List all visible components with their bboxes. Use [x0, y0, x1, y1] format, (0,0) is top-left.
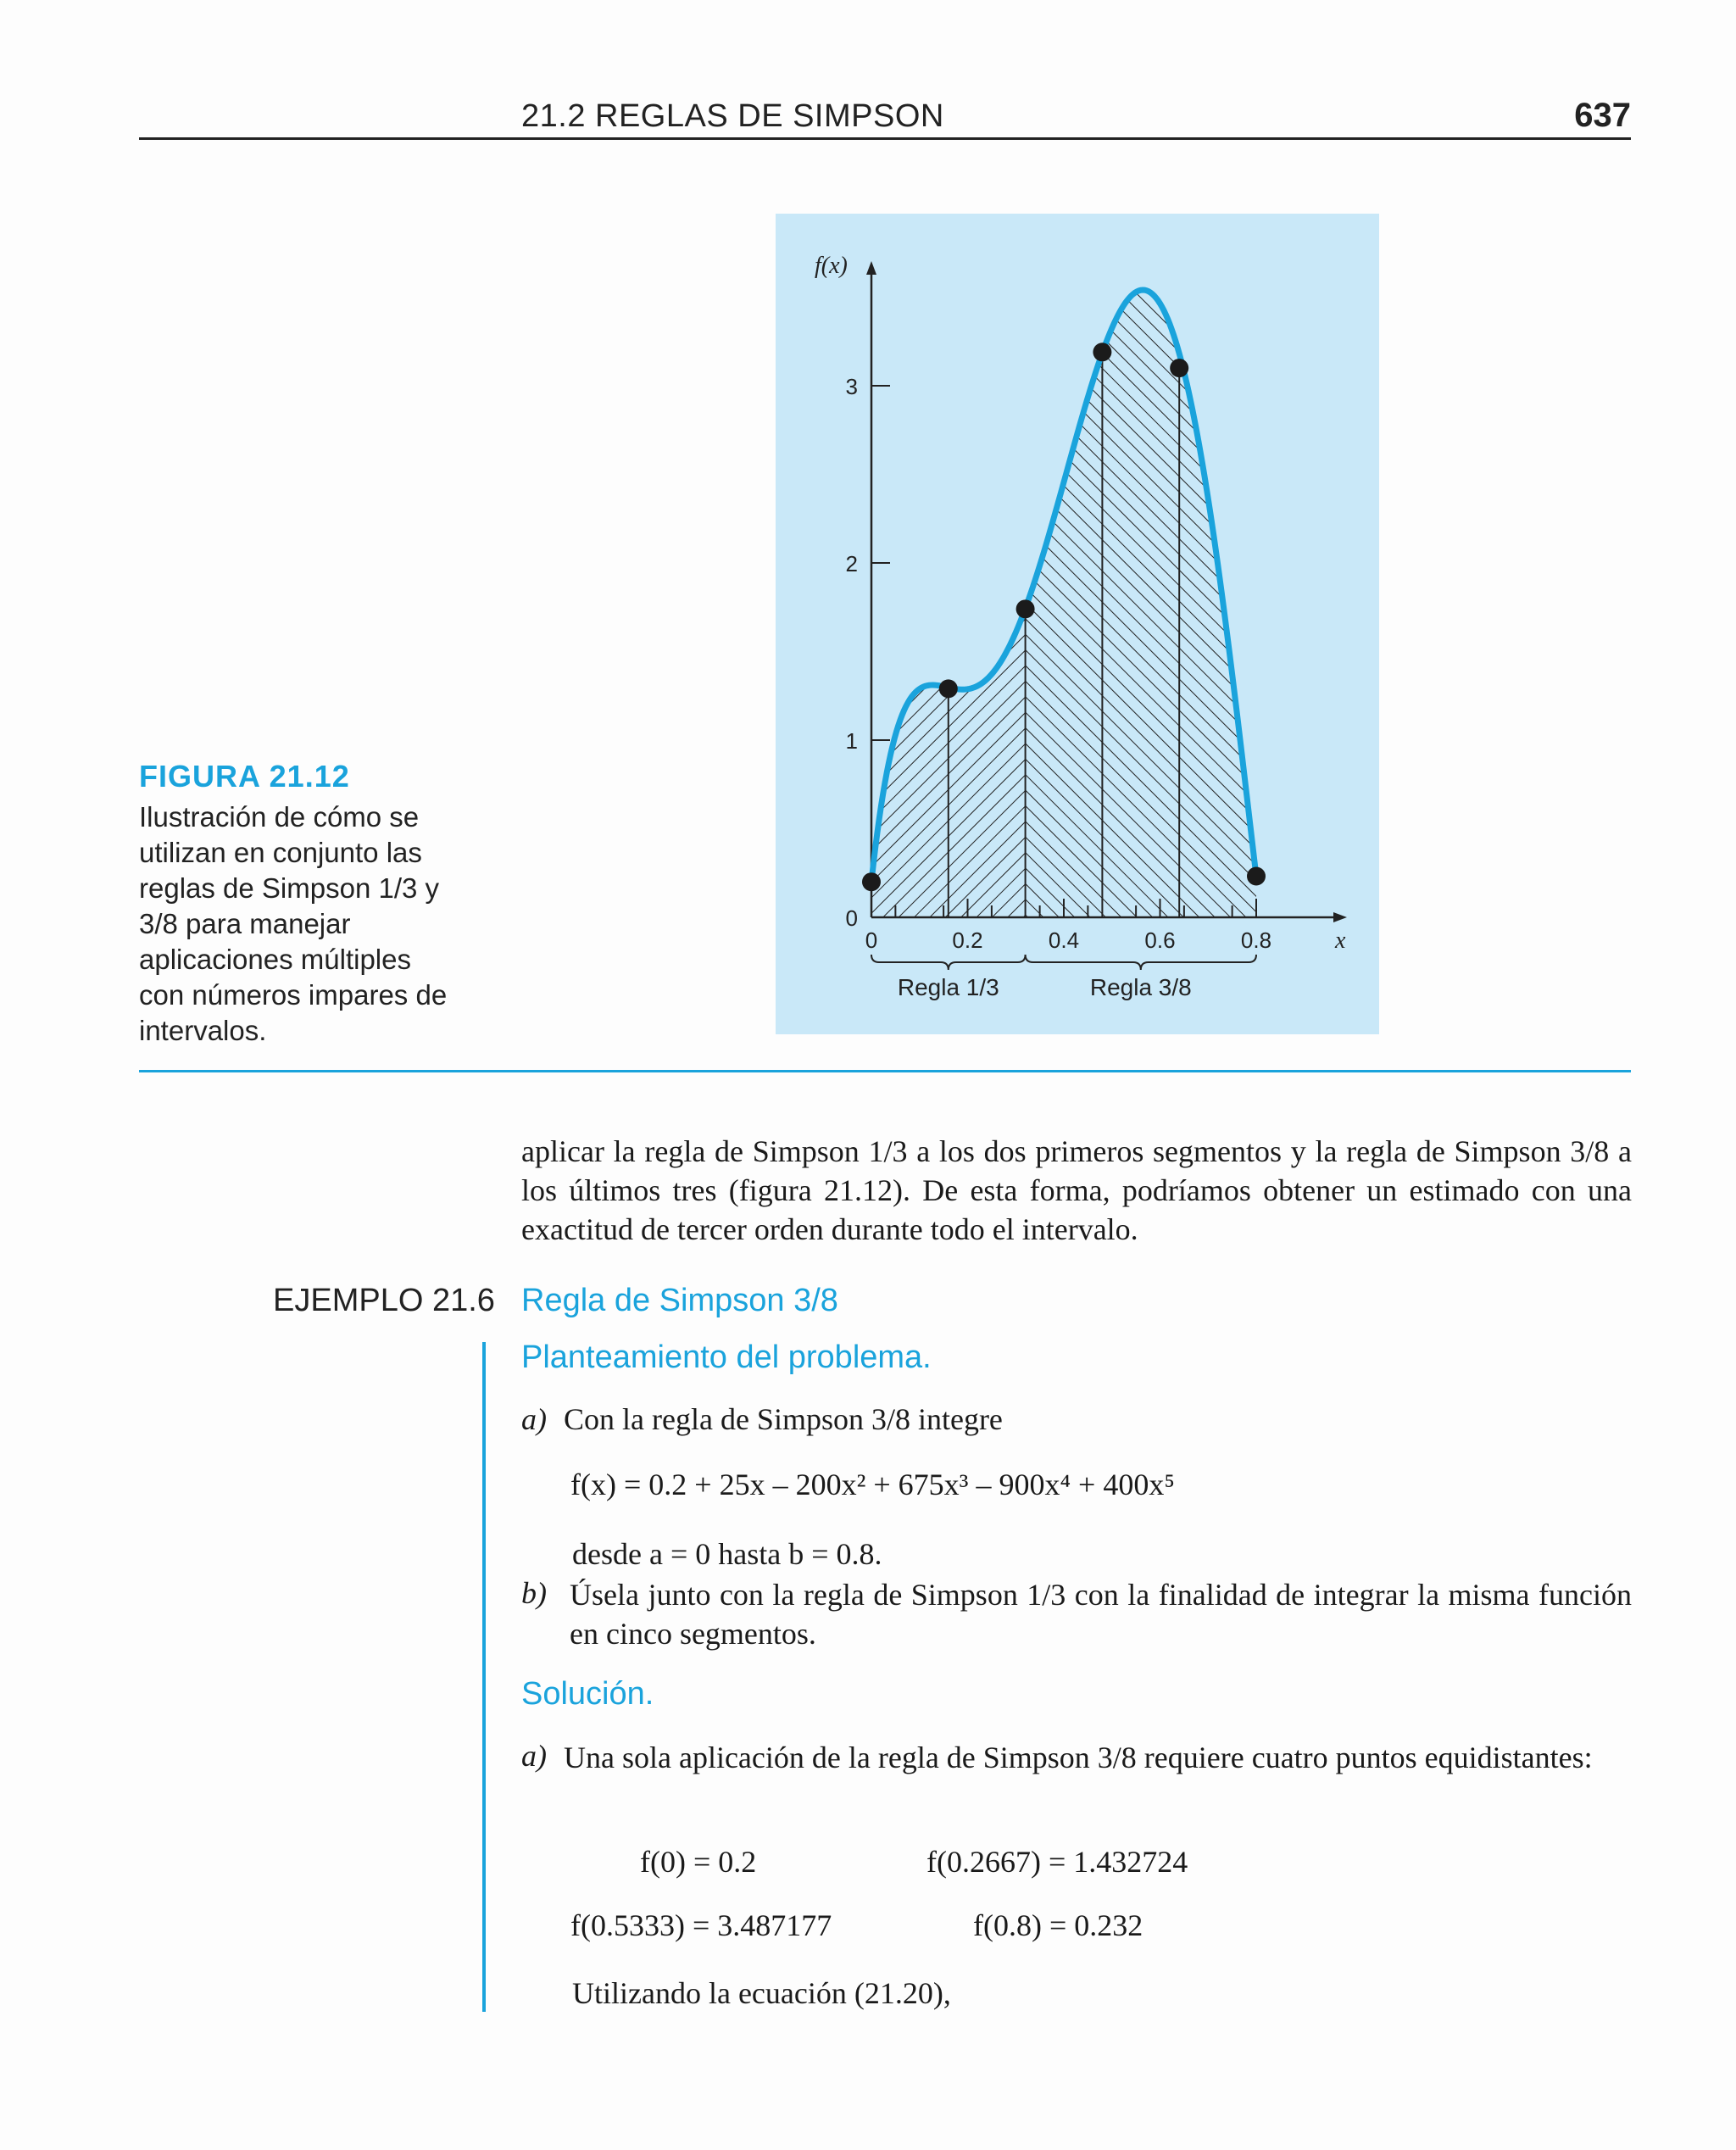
simpson-chart [776, 214, 1379, 1034]
example-side-bar [482, 1342, 486, 2012]
solution-a-text: Una sola aplicación de la regla de Simpson 3/8 requiere cuatro puntos equidistantes: [564, 1741, 1593, 1774]
data-point [1016, 599, 1035, 618]
item-a-text: Con la regla de Simpson 3/8 integre [564, 1402, 1003, 1436]
solution-heading: Solución. [521, 1676, 654, 1712]
brace-label-simpson-13: Regla 1/3 [897, 974, 999, 1000]
example-title: Regla de Simpson 3/8 [521, 1283, 838, 1318]
value-f02667: f(0.2667) = 1.432724 [926, 1845, 1188, 1879]
solution-a-marker: a) [521, 1739, 547, 1773]
item-b-marker: b) [521, 1576, 547, 1610]
data-point [1170, 359, 1188, 377]
y-tick-label: 0 [845, 905, 858, 931]
x-tick-label: 0.6 [1144, 927, 1176, 953]
y-tick-label: 2 [845, 551, 858, 576]
data-point [1247, 867, 1266, 886]
interval-text: desde a = 0 hasta b = 0.8. [572, 1537, 882, 1571]
running-title: 21.2 REGLAS DE SIMPSON [521, 98, 944, 134]
figure-caption [139, 759, 461, 1049]
data-point [862, 872, 881, 891]
x-tick-label: 0.2 [952, 927, 983, 953]
figure-label: FIGURA 21.12 [139, 759, 350, 794]
x-axis-label: x [1335, 927, 1346, 954]
item-a-marker: a) [521, 1402, 547, 1436]
brace-simpson-38 [1026, 955, 1256, 970]
y-tick-label: 1 [845, 728, 858, 754]
item-b-text: Úsela junto con la regla de Simpson 1/3 con la finalidad de integrar la misma función en cinco segmentos. [570, 1578, 1632, 1651]
x-tick-label: 0.4 [1048, 927, 1080, 953]
data-point [1093, 343, 1111, 361]
figure-divider [139, 1070, 1631, 1072]
value-f05333: f(0.5333) = 3.487177 [570, 1908, 832, 1942]
x-axis-arrow-icon [1333, 912, 1347, 922]
figure-panel [776, 214, 1379, 1034]
intro-paragraph: aplicar la regla de Simpson 1/3 a los dos primeros segmentos y la regla de Simpson 3/8 a los últimos tres (figura 21.12). De esta forma, podríamos obtener un estimado con una exactitud de tercer orden durante todo el intervalo. [521, 1134, 1632, 1246]
data-point [939, 679, 958, 698]
brace-label-simpson-38: Regla 3/8 [1089, 974, 1192, 1000]
y-axis-label: f(x) [815, 253, 848, 279]
page-header [139, 93, 1631, 140]
closing-text: Utilizando la ecuación (21.20), [572, 1976, 951, 2010]
page-number: 637 [1574, 97, 1631, 134]
figure-caption-text: Ilustración de cómo se utilizan en conjunto las reglas de Simpson 1/3 y 3/8 para manejar aplicaciones múltiples con números impares de intervalos. [139, 801, 448, 1046]
value-f08: f(0.8) = 0.232 [973, 1908, 1143, 1942]
y-tick-label: 3 [845, 374, 858, 399]
value-f0: f(0) = 0.2 [640, 1845, 757, 1879]
problem-statement-heading: Planteamiento del problema. [521, 1340, 932, 1375]
equation: f(x) = 0.2 + 25x – 200x² + 675x³ – 900x⁴ + 400x⁵ [570, 1468, 1175, 1501]
x-tick-label: 0 [865, 927, 878, 953]
brace-simpson-13 [871, 955, 1026, 970]
y-axis-arrow-icon [866, 261, 876, 275]
example-label: EJEMPLO 21.6 [273, 1283, 495, 1318]
x-tick-label: 0.8 [1240, 927, 1272, 953]
